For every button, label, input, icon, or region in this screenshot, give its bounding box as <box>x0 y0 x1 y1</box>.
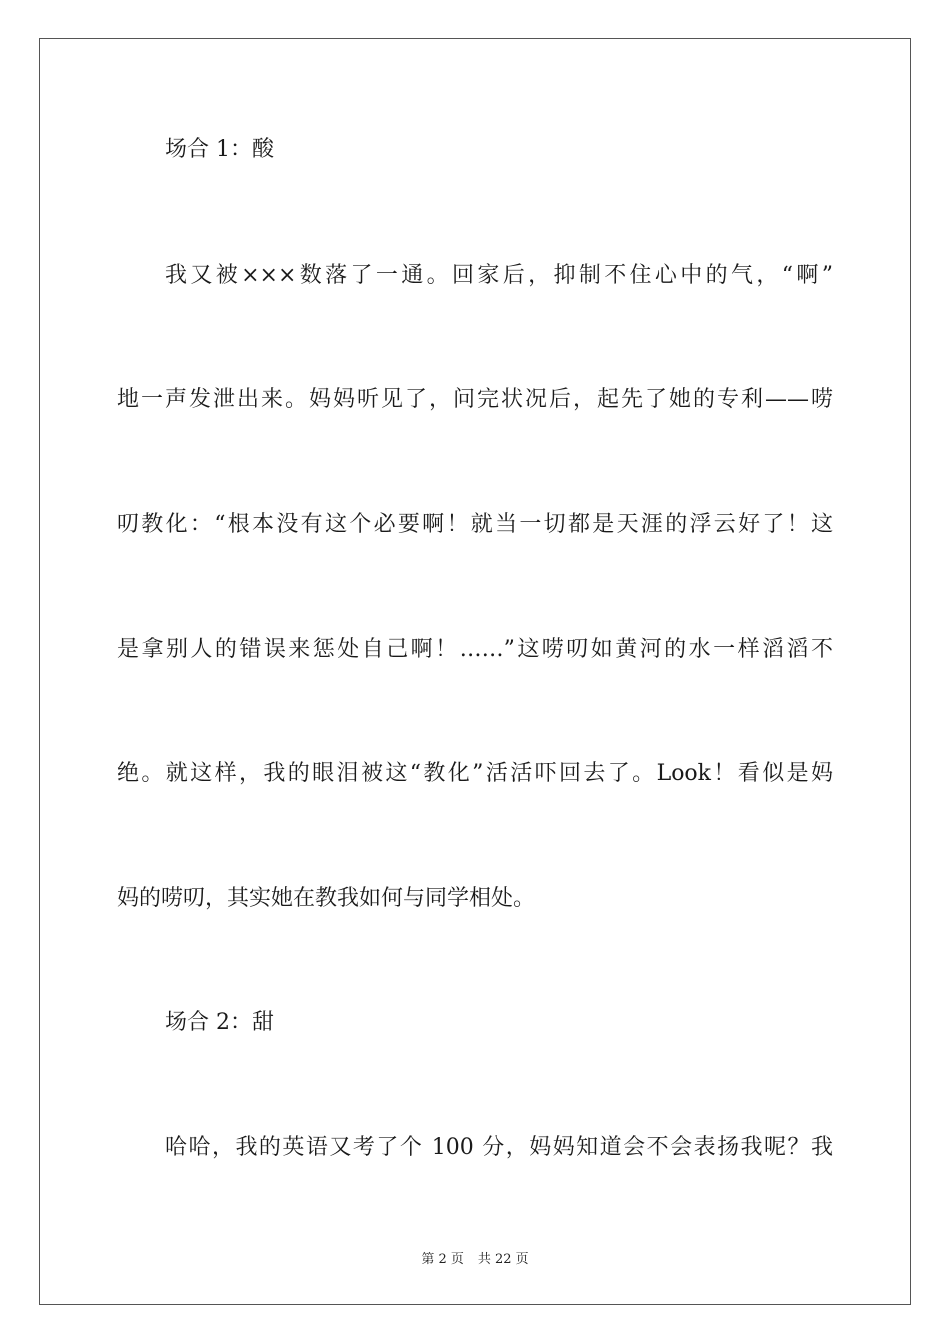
paragraph-1-line-2: 地一声发泄出来。妈妈听见了，问完状况后，起先了她的专利——唠 <box>117 387 833 412</box>
page-border <box>39 38 911 1305</box>
section-heading-2: 场合 2：甜 <box>165 1010 274 1035</box>
paragraph-1-line-3: 叨教化：“根本没有这个必要啊！就当一切都是天涯的浮云好了！这 <box>117 512 833 537</box>
total-pages: 共 22 页 <box>477 1252 529 1267</box>
paragraph-1-line-1: 我又被×××数落了一通。回家后，抑制不住心中的气，“啊” <box>165 263 833 288</box>
paragraph-1-line-4: 是拿别人的错误来惩处自己啊！……”这唠叨如黄河的水一样滔滔不 <box>117 637 833 662</box>
paragraph-1-line-5: 绝。就这样，我的眼泪被这“教化”活活吓回去了。Look！看似是妈 <box>117 761 833 786</box>
page-footer <box>0 1248 950 1267</box>
paragraph-2-line-1: 哈哈，我的英语又考了个 100 分，妈妈知道会不会表扬我呢？我 <box>165 1135 833 1160</box>
section-heading-1: 场合 1：酸 <box>165 137 274 162</box>
paragraph-1-line-6: 妈的唠叨，其实她在教我如何与同学相处。 <box>117 886 536 911</box>
page-number: 第 2 页 <box>421 1252 464 1267</box>
